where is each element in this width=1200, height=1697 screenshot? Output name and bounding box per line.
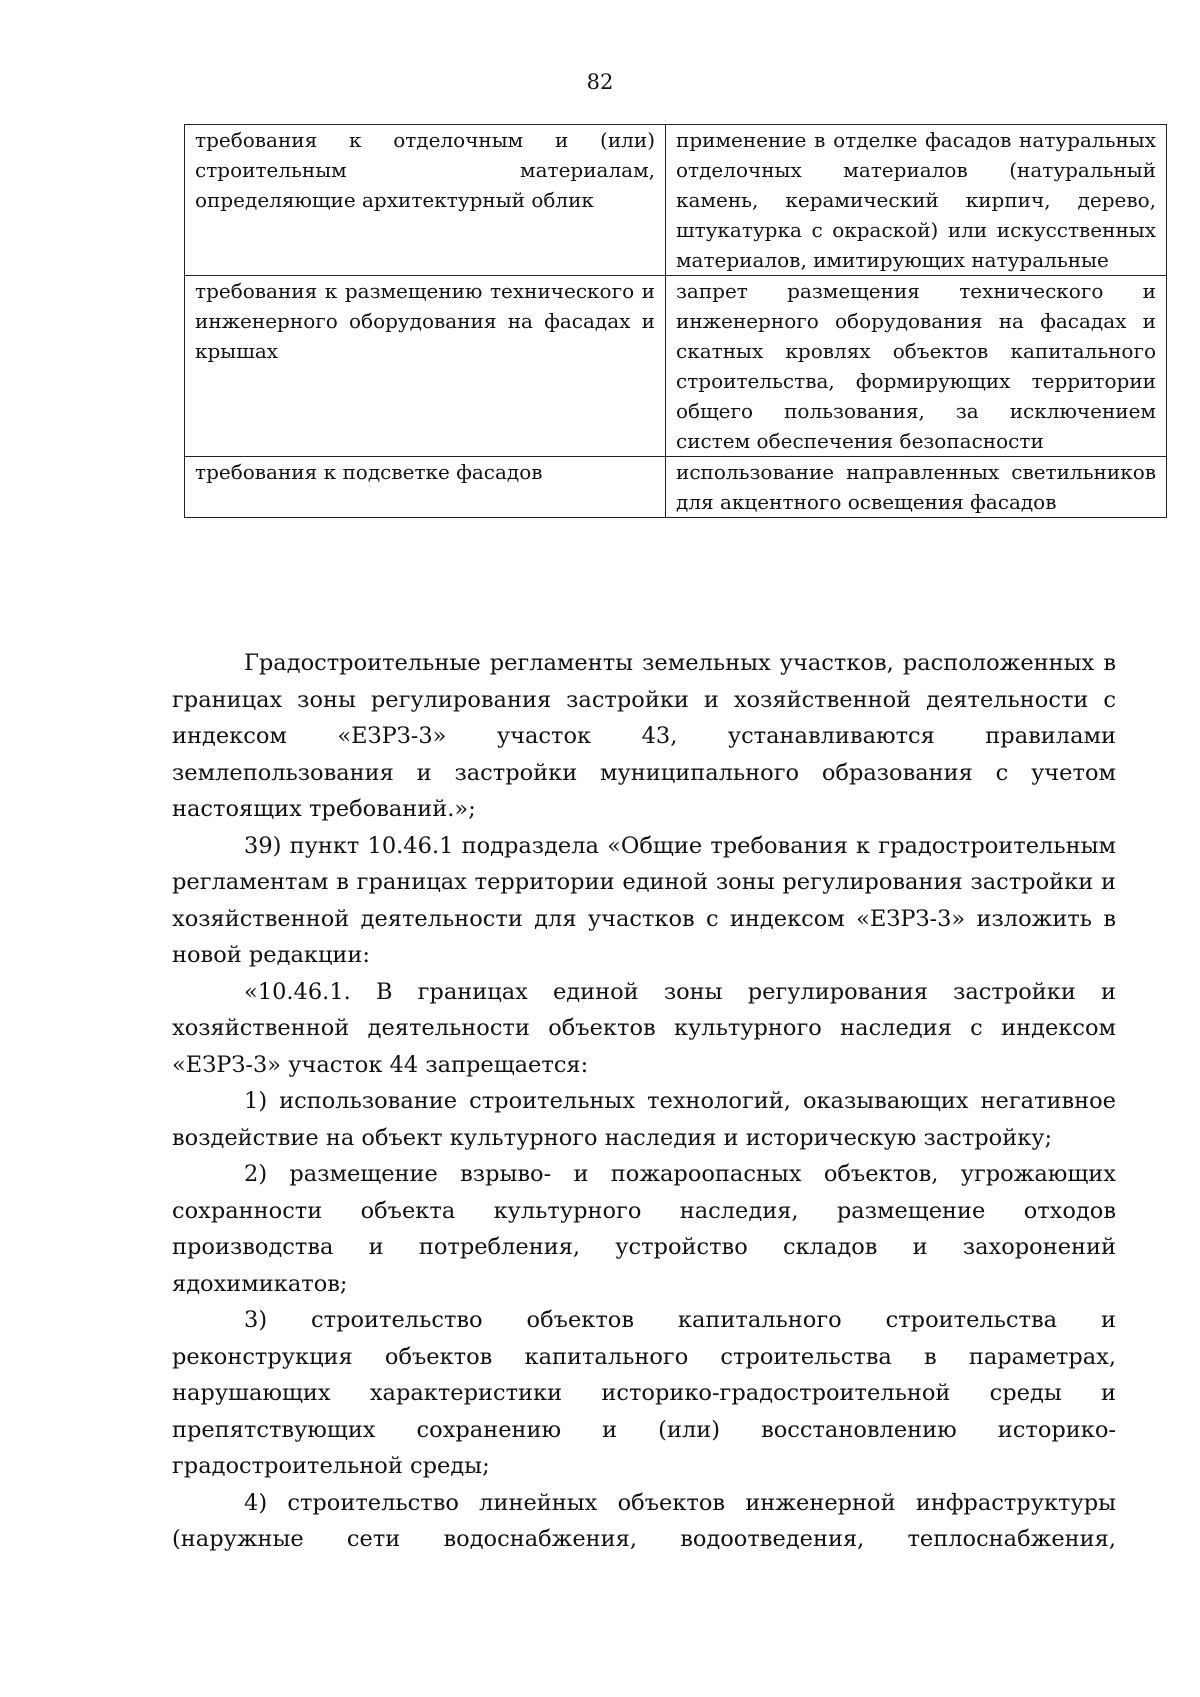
paragraph: Градостроительные регламенты земельных участков, расположенных в границах зоны регулирования застройки и хозяйственной деятельности с индексом «ЕЗРЗ-3» участок 43, устанавливаются правилами землепользования и застройки муниципального образования с учетом настоящих требований.»; <box>172 650 1116 822</box>
page-number: 82 <box>586 70 614 94</box>
paragraph: 2) размещение взрыво- и пожароопасных объектов, угрожающих сохранности объекта культурного наследия, размещение отходов производства и потребления, устройство складов и захоронений ядохимикатов; <box>172 1161 1116 1297</box>
paragraph: 39) пункт 10.46.1 подраздела «Общие требования к градостроительным регламентам в границах территории единой зоны регулирования застройки и хозяйственной деятельности для участков с индексом «ЕЗРЗ-3» изложить в новой редакции: <box>172 832 1116 968</box>
table-row <box>185 457 1167 518</box>
table-row <box>185 276 1167 457</box>
table-row <box>185 125 1167 276</box>
table-cell-value: применение в отделке фасадов натуральных отделочных материалов (натуральный камень, керамический кирпич, дерево, штукатурка с окраской) или искусственных материалов, имитирующих натуральные <box>666 125 1167 276</box>
paragraph: «10.46.1. В границах единой зоны регулирования застройки и хозяйственной деятельности объектов культурного наследия с индексом «ЕЗРЗ-3» участок 44 запрещается: <box>172 978 1116 1078</box>
table-cell-value: использование направленных светильников для акцентного освещения фасадов <box>666 457 1167 518</box>
requirements-table <box>184 124 1156 518</box>
table-cell-value: запрет размещения технического и инженерного оборудования на фасадах и скатных кровлях объектов капитального строительства, формирующих территории общего пользования, за исключением систем обеспечения безопасности <box>666 276 1167 457</box>
table-cell-requirement: требования к подсветке фасадов <box>185 457 666 518</box>
table-cell-requirement: требования к отделочным и (или) строительным материалам, определяющие архитектурный облик <box>185 125 666 276</box>
paragraph: 1) использование строительных технологий, оказывающих негативное воздействие на объект культурного наследия и историческую застройку; <box>172 1088 1116 1151</box>
requirements-table-grid <box>184 124 1167 518</box>
document-body <box>172 645 1116 1558</box>
paragraph: 3) строительство объектов капитального строительства и реконструкция объектов капитального строительства в параметрах, нарушающих характеристики историко-градостроительной среды и препятствующих сохранению и (или) восстановлению историко-градостроительной среды; <box>172 1307 1116 1479</box>
table-cell-requirement: требования к размещению технического и инженерного оборудования на фасадах и крышах <box>185 276 666 457</box>
paragraph: 4) строительство линейных объектов инженерной инфраструктуры (наружные сети водоснабжения, водоотведения, теплоснабжения, <box>172 1489 1116 1552</box>
